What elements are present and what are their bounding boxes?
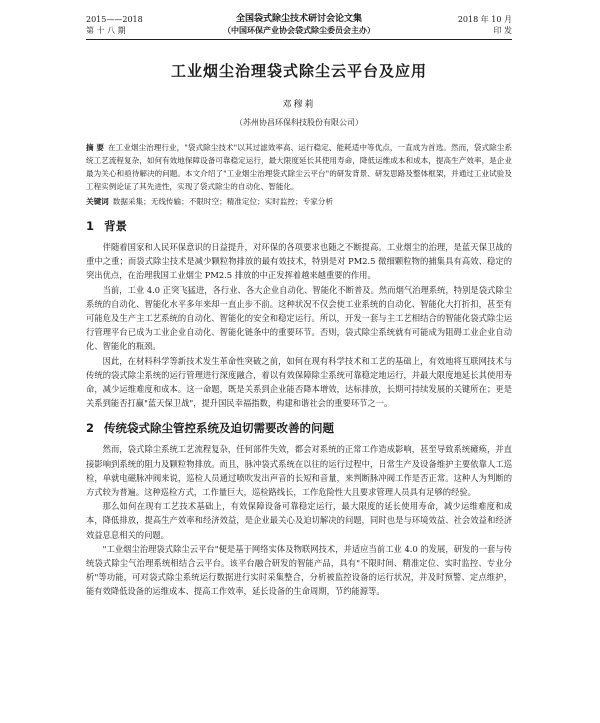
body-paragraph: "工业烟尘治理袋式除尘云平台"便是基于网络实体及物联网技术，并适应当前工业 4.0 的发展，研发的一套与传统袋式除尘气治理系统相结合云平台。该平台融合研发的智能产品，具有"不限时间、精准定位、实时监控、专业分析"等功能，可对袋式除尘系统运行数据进行实时采集整合，分析被监控设备的运行状况，并及时预警、定点维护，能有效降低设备的运维成本、提高工作效率，延长设备的生命周期，节约能源等。 [86,543,512,597]
abstract [86,141,512,193]
section-title: 传统袋式除尘管控系统及迫切需要改善的问题 [104,421,335,436]
header-issue: 第 十 八 期 [86,26,126,35]
section-number: 1 [86,219,95,233]
section-heading-2 [86,420,512,436]
keywords [86,195,512,208]
running-header [86,14,512,36]
paper-title: 工业烟尘治理袋式除尘云平台及应用 [170,62,427,80]
body-paragraph: 当前，工业 4.0 正突飞猛进，各行业、各大企业自动化、智能化不断普及。然而烟气治理系统，特别是袋式除尘系统的自动化、智能化水平多年来却一直止步不前。这种状况不仅会使工业系统的自动化、智能化大打折扣，甚至有可能危及生产主工艺系统的自动化、智能化的安全和稳定运行。所以，开发一套与主工艺相结合的智能化袋式除尘运行管理平台已成为工业企业自动化、智能化链条中的重要环节。否则，袋式除尘系统就有可能成为阻碍工业企业自动化、智能化的瓶颈。 [86,284,512,352]
section-title: 背景 [104,219,128,233]
keywords-label: 关键词 [86,197,109,206]
body-paragraph: 那么如何在现有工艺技术基础上，有效保障设备可靠稳定运行，最大限度的延长使用寿命，减少运维难度和成本，降低排放，提高生产效率和经济效益，是企业最关心及迫切解决的问题，同时也是与环境效益、社会效益和经济效益息息相关的问题。 [86,501,512,540]
header-journal-title: 全国袋式除尘技术研讨会论文集 [235,14,362,24]
keywords-text: 数据采集；无线传输；不限时空；精准定位；实时监控；专家分析 [112,197,333,206]
body-paragraph: 因此，在材料科学等新技术发生革命性突破之前，如何在现有科学技术和工艺的基础上，有效地将互联网技术与传统的袋式除尘系统的运行管理进行深度融合，着以有效保障除尘系统可靠稳定地运行，并最大限度地延长其使用寿命，减少运维难度和成本。这一命题，既是关系到企业能否降本增效，达标排放，长期可持续发展的关键所在；更是关系到能否打赢"蓝天保卫战"，提升国民幸福指数，构建和谐社会的重要环节之一。 [86,355,512,409]
header-pub-date: 2018 年 10 月 [457,15,512,24]
header-printed: 印 发 [493,26,512,35]
abstract-text: 在工业烟尘治理行业，"袋式除尘技术"以其过滤效率高、运行稳定、能耗适中等优点，一直成为首选。然而，袋式除尘系统工艺流程复杂，如何有效地保障设备可靠稳定运行，最大限度延长其使用寿命，降低运维成本和成本，提高生产效率，是企业最为关心和亟待解决的问题。本文介绍了"工业烟尘治理袋式除尘云平台"的研发背景、研发思路及整体框架，并通过工业试验及工程实例论证了其先进性，实现了袋式除尘的自动化、智能化。 [86,143,512,191]
header-rule [86,39,512,40]
header-center [166,14,432,36]
section-number: 2 [86,421,95,436]
header-left [86,14,166,36]
abstract-label: 摘 要 [86,143,104,152]
header-right [432,14,512,36]
body-paragraph: 然而，袋式除尘系统工艺流程复杂，任何部件失效，都会对系统的正常工作造成影响，甚至导致系统瘫痪，并直接影响到系统的阻力及颗粒物排放。而且，脉冲袋式系统在以往的运行过程中，日常生产及设备维护主要依靠人工巡检，单就电磁脉冲阀来说，巡检人员通过喷吹发出声音的长短和音量，来判断脉冲阀工作是否正常。这种人为判断的方式较为普遍。这种巡检方式，工作量巨大，巡检路线长，工作危险性大且要求管理人员具有足够的经验。 [86,444,512,498]
section-heading-1 [86,218,512,234]
paper-author: 邓穆莉 [282,100,316,110]
header-organizer: （中国环保产业协会袋式除尘委员会主办） [223,26,375,35]
header-date-range: 2015——2018 [86,15,143,24]
paper-affiliation: （苏州协昌环保科技股份有限公司） [235,118,363,127]
body-paragraph: 伴随着国家和人民环保意识的日益提升，对环保的各项要求也随之不断提高。工业烟尘的治理，是蓝天保卫战的重中之重；而袋式除尘技术是减少颗粒物排放的最有效技术，特别是对 PM2.5 微细颗粒物的捕集具有高效、稳定的突出优点，在治理我国工业烟尘 PM2.5 排放的中正发挥着越来越重要的作用。 [86,242,512,281]
